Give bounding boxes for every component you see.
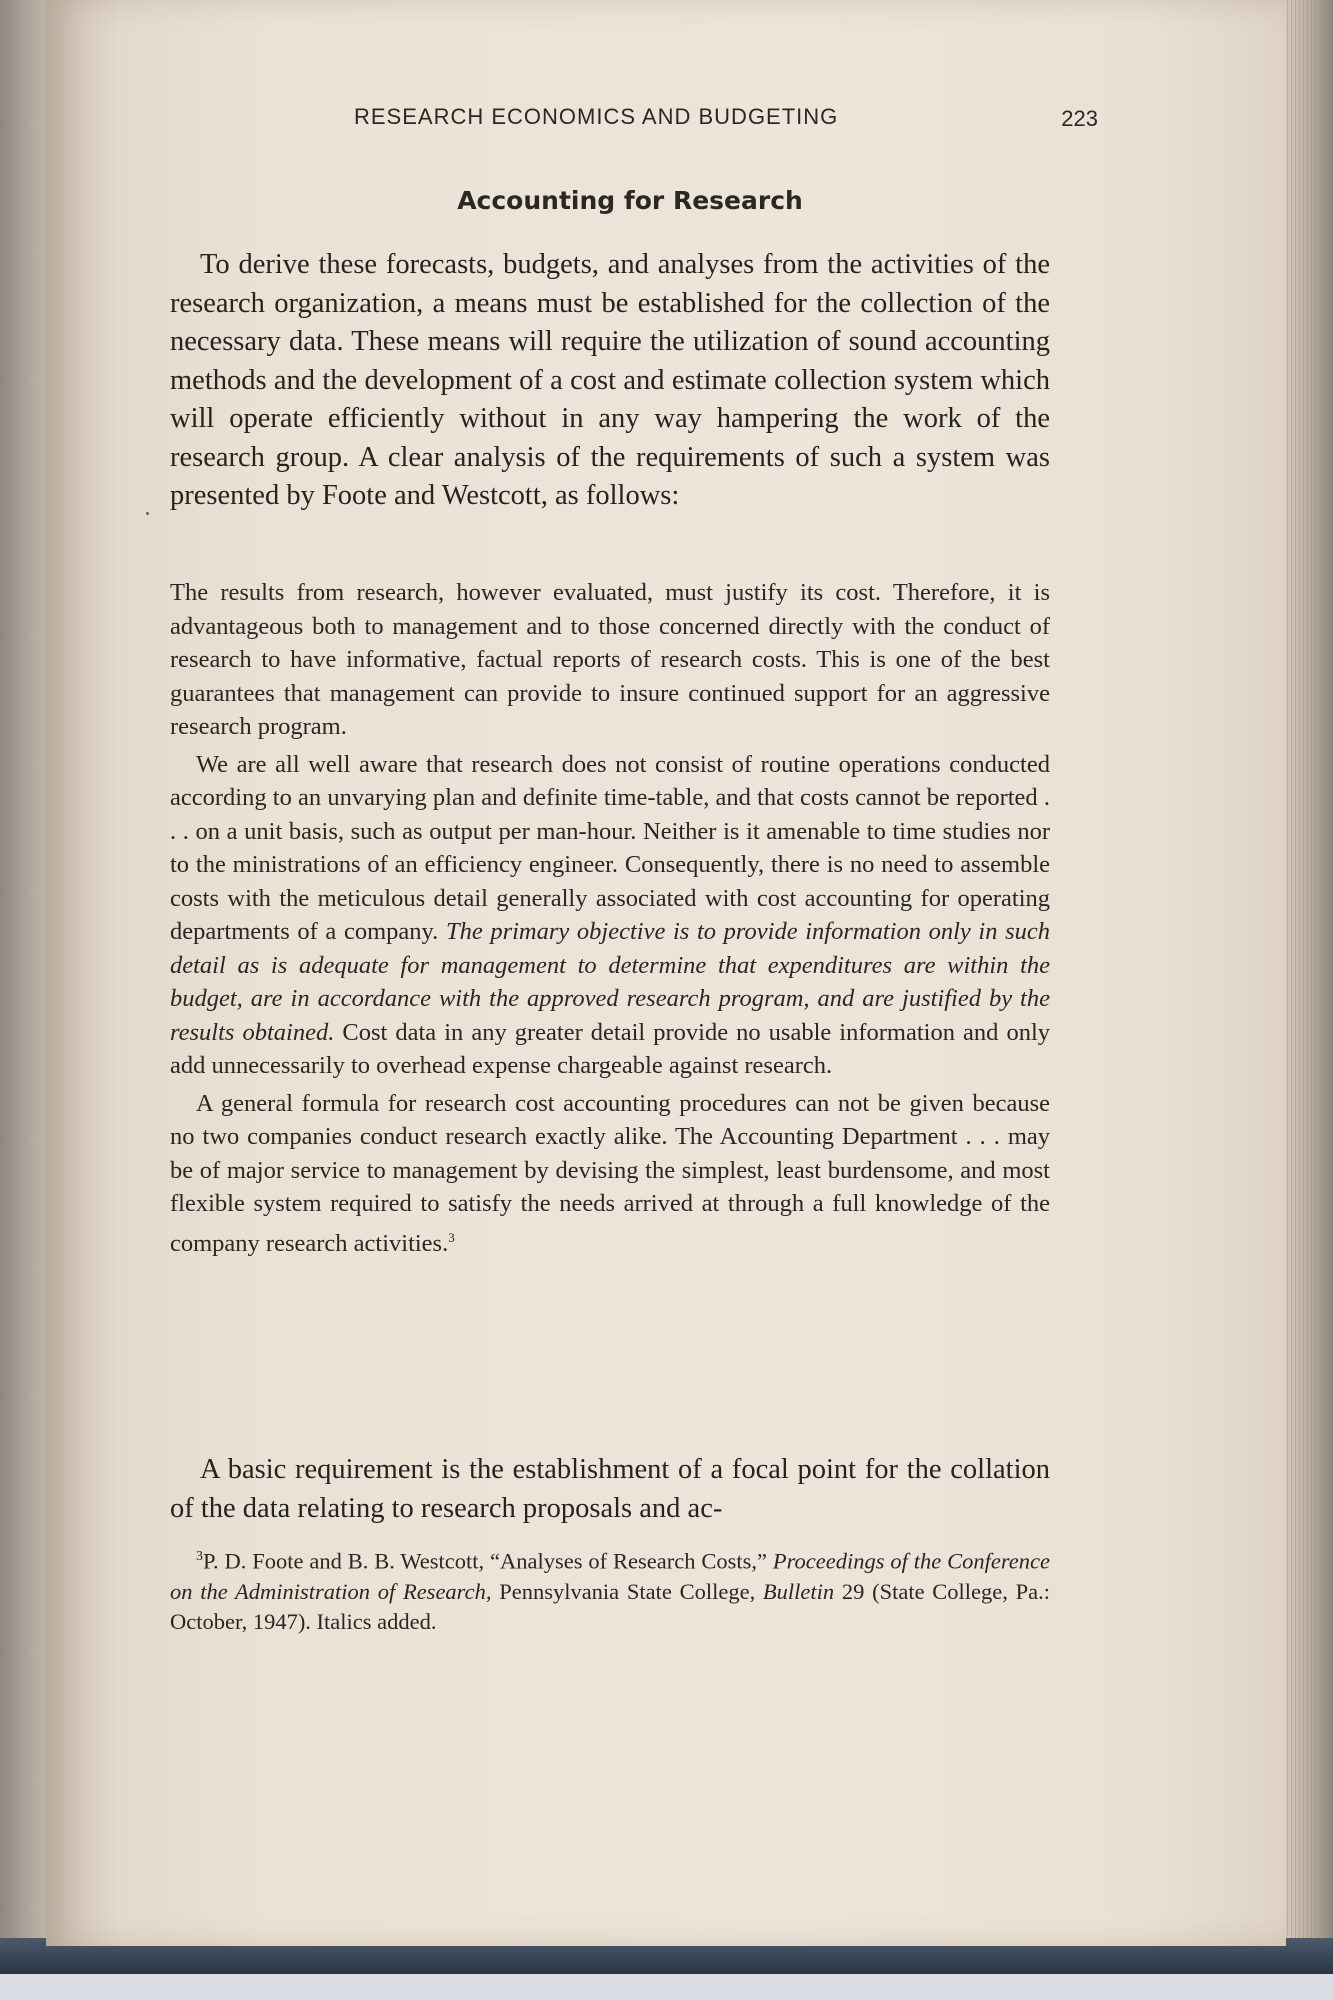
page-number: 223 (1061, 106, 1098, 131)
footnote-reference: 3 (448, 1229, 455, 1245)
body-paragraph-1-text: To derive these forecasts, budgets, and analyses from the activities of the research organization, a means must be established for the collection of the necessary data. These means will require the utilization of sound accounting methods and the development of a cost and estimate collection system which will operate efficiently without in any way hampering the work of the research group. A clear analysis of the requirements of such a system was presented by Foote and Westcott, as follows: (170, 249, 1050, 511)
footnote-bulletin: Bulletin (762, 1578, 835, 1604)
quote-paragraph-3 (170, 1087, 1050, 1261)
footnote-authors: P. D. Foote and B. B. Westcott, “Analyses of Research Costs,” (203, 1548, 767, 1574)
footnote-mark: 3 (196, 1549, 203, 1564)
footnote-rest: 29 (State College, Pa.: October, 1947). Italics added. (170, 1578, 1051, 1634)
quote-paragraph-1: The results from research, however evaluated, must justify its cost. Therefore, it is advantageous both to management and to those concerned directly with the conduct of research to have informative, factual reports of research costs. This is one of the best guarantees that management can provide to insure continued support for an aggressive research program. (170, 579, 1050, 740)
body-paragraph-2-text: A basic requirement is the establishment of a focal point for the collation of the data relating to research proposals and ac- (170, 1454, 1050, 1524)
quote-paragraph-2-start: We are all well aware that research does not consist of routine operations conducted according to an unvarying plan and definite time-table, and that costs cannot be reported . . . on a unit basis, such as output per man-hour. Neither is it amenable to time studies nor to the ministrations of an efficiency engineer. Consequently, there is no need to assemble costs with the meticulous detail generally associated with cost accounting for operating departments of a company. (170, 750, 1050, 945)
running-head-title: RESEARCH ECONOMICS AND BUDGETING (354, 104, 839, 129)
table-surface (0, 1974, 1333, 2000)
page-speck (146, 512, 149, 515)
block-quote (170, 576, 1050, 1264)
quote-paragraph-2-end: Cost data in any greater detail provide no usable information and only add unnecessarily to overhead expense chargeable against research. (170, 1018, 1050, 1079)
footnote-location: Pennsylvania State College, (499, 1578, 756, 1604)
quote-paragraph-2 (170, 748, 1050, 1083)
quote-paragraph-3-text: A general formula for research cost accounting procedures can not be given because no two companies conduct research exactly alike. The Accounting Department . . . may be of major service to management by devising the simplest, least burdensome, and most flexible system required to satisfy the needs arrived at through a full knowledge of the company research activities. (170, 1089, 1050, 1257)
footnote-proceedings: Proceedings of the Conference on the Administration of Research, (170, 1548, 1051, 1604)
section-title: Accounting for Research (457, 186, 803, 215)
book-page (46, 0, 1286, 1946)
running-head (170, 104, 1098, 134)
quote-italic-passage: The primary objective is to provide information only in such detail as is adequate for management to determine that expenditures are within the budget, are in accordance with the approved research program, and are justified by the results obtained. (170, 918, 1051, 1046)
body-paragraph-1 (170, 246, 1050, 516)
body-paragraph-2 (170, 1451, 1050, 1528)
footnote (170, 1542, 1050, 1637)
